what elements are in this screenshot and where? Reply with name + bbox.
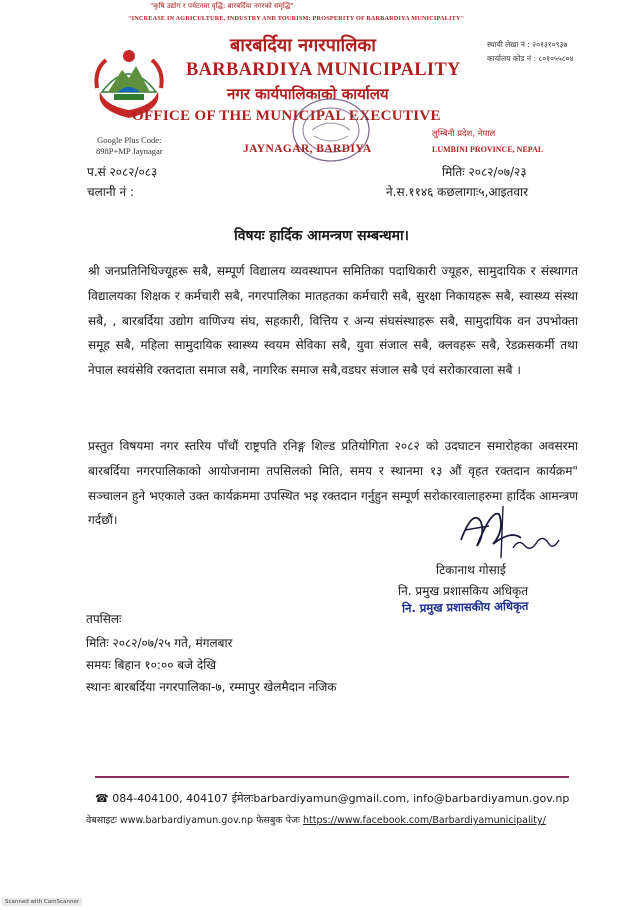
email-addresses[interactable]: barbardiyamun@gmail.com, info@barbardiyamun.gov.np bbox=[253, 792, 570, 805]
schedule-row-time bbox=[86, 656, 216, 673]
schedule-value: बारबर्दिया नगरपालिका-७, रम्मापुर खेलमैदान नजिक bbox=[114, 680, 337, 694]
schedule-label: मितिः bbox=[86, 636, 109, 650]
nepal-sambat-date: ने.स.११४६ कछलागाः५,आइतवार bbox=[386, 185, 529, 199]
schedule-row-venue bbox=[86, 678, 337, 695]
letter-number: प.सं २०८२/०८३ bbox=[87, 165, 158, 179]
permanent-account-number: स्थायी लेखा नं : २०१३१०९३७ bbox=[487, 40, 568, 49]
invitation-paragraph: प्रस्तुत विषयमा नगर स्तरिय पाँचौं राष्ट्रपति रनिङ्ग शिल्ड प्रतियोगिता २०८२ को उदघाटन समारोहका अवसरमा बारबर्दिया नगरपालिकाको आयोजनामा तपसिलको मिति, समय र स्थानमा १३ औं वृहत रक्तदान कार्यक्रम" सञ्चालन हुने भएकाले उक्त कार्यक्रममा उपस्थित भइ रक्तदान गर्नुहुन सम्पूर्ण सरोकारवालाहरुमा हार्दिक आमन्त्रण गर्दछौं। bbox=[88, 439, 578, 528]
handwritten-signature bbox=[455, 500, 565, 560]
footer-web bbox=[86, 813, 546, 826]
schedule-row-date bbox=[86, 634, 232, 651]
slogan-english: "INCREASE IN AGRICULTURE, INDUSTRY AND TOURISM: PROSPERITY OF BARBARDIYA MUNICIPALITY" bbox=[128, 15, 465, 22]
dispatch-number: चलानी नं : bbox=[87, 185, 134, 199]
office-code: कार्यालय कोड नं : ८०१०५५८०४ bbox=[487, 54, 574, 63]
signatory-title: नि. प्रमुख प्रशासकिय अधिकृत bbox=[398, 584, 529, 598]
addressees-paragraph: श्री जनप्रतिनिधिज्यूहरू सबै, सम्पूर्ण विद्यालय व्यवस्थापन समितिका पदाधिकारी ज्यूहरु, सामुदायिक र संस्थागत विद्यालयका शिक्षक र कर्मचारी सबै, नगरपालिका मातहतका कर्मचारी सबै, सुरक्षा निकायहरू सबै, स्वास्थ्य संस्था सबै, , बारबर्दिया उद्योग वाणिज्य संघ, सहकारी, वित्तिय र अन्य संघसंस्थाहरू सबै, सामुदायिक वन उपभोक्ता समूह सबै, महिला सामुदायिक स्वास्थ्य स्वयम सेविका सबै, युवा संजाल सबै, क्लवहरू सबै, रेडक्रसकर्मी तथा नेपाल स्वयंसेवि रक्तदाता समाज सबै, नागरिक समाज सबै,वडघर संजाल सबै एवं सरोकारवाला सबै । bbox=[88, 264, 578, 378]
office-name-english: OFFICE OF THE MUNICIPAL EXECUTIVE bbox=[132, 108, 441, 124]
footer-divider bbox=[95, 776, 569, 778]
designation-stamp: नि. प्रमुख प्रशासकीय अधिकृत bbox=[401, 598, 529, 616]
municipality-name-english: BARBARDIYA MUNICIPALITY bbox=[186, 60, 461, 80]
footer-contact bbox=[95, 791, 569, 806]
province-english: LUMBINI PROVINCE, NEPAL bbox=[432, 145, 544, 154]
province-nepali: लुम्बिनी प्रदेश, नेपाल bbox=[432, 129, 496, 139]
signatory-name: टिकानाथ गोसाई bbox=[436, 563, 506, 577]
schedule-label: स्थानः bbox=[86, 680, 111, 694]
schedule-label: समयः bbox=[86, 658, 111, 672]
phone-numbers: 084-404100, 404107 bbox=[112, 792, 229, 805]
schedule-heading: तपसिलः bbox=[86, 612, 122, 626]
office-name-nepali: नगर कार्यपालिकाको कार्यालय bbox=[227, 85, 389, 103]
google-plus-label: Google Plus Code: bbox=[97, 135, 162, 145]
municipality-name-nepali: बारबर्दिया नगरपालिका bbox=[230, 35, 376, 56]
facebook-label: फेसबुक पेजः bbox=[256, 815, 300, 826]
email-label: ईमेलः bbox=[231, 792, 254, 805]
slogan-nepali: "कृषि उद्योग र पर्यटनमा वृद्धि: बारबर्दिया नगरको समृद्धि" bbox=[150, 2, 294, 10]
letter-date: मितिः २०८२/०७/२३ bbox=[442, 165, 527, 179]
schedule-value: २०८२/०७/२५ गते, मंगलबार bbox=[112, 636, 233, 650]
location-english: JAYNAGAR, BARDIYA bbox=[243, 143, 372, 155]
schedule-value: बिहान १०:०० बजे देखि bbox=[114, 658, 217, 672]
google-plus-code bbox=[96, 135, 163, 157]
website-link[interactable]: www.barbardiyamun.gov.np bbox=[120, 815, 254, 826]
phone-icon: ☎ bbox=[95, 792, 109, 805]
facebook-link[interactable]: https://www.facebook.com/Barbardiyamunicipality/ bbox=[302, 815, 546, 826]
subject-line: विषयः हार्दिक आमन्त्रण सम्बन्धमा। bbox=[234, 228, 409, 244]
website-label: वेबसाइटः bbox=[86, 815, 117, 826]
google-plus-value: 898P+MP Jaynagar bbox=[96, 146, 163, 156]
scanner-watermark: Scanned with CamScanner bbox=[2, 898, 82, 906]
